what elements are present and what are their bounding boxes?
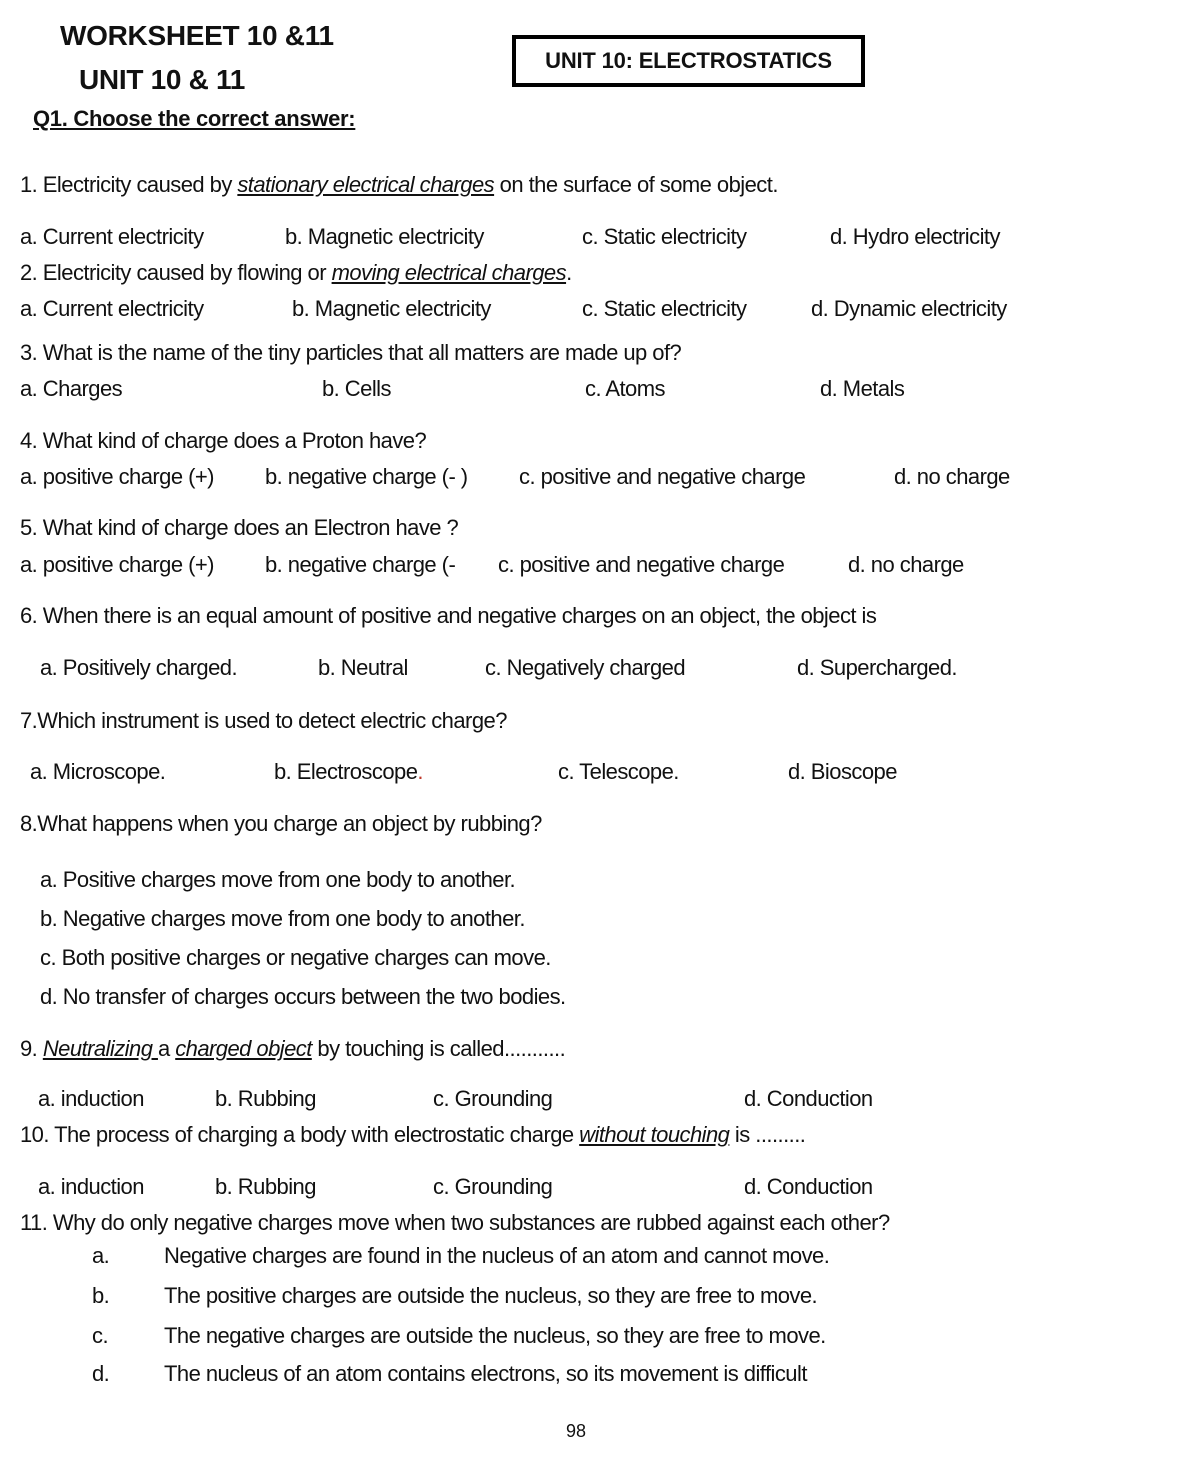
option-3c: c. Atoms [585,376,665,401]
emphasis: charged object [175,1036,312,1061]
option-1a: a. Current electricity [20,224,204,249]
option-11d: d. The nucleus of an atom contains electrons, so its movement is difficult [92,1361,807,1386]
option-10c: c. Grounding [433,1174,553,1199]
option-10d: d. Conduction [744,1174,873,1199]
option-4a: a. positive charge (+) [20,464,214,489]
emphasis: Neutralizing [42,1036,158,1061]
option-5c: c. positive and negative charge [498,552,785,577]
emphasis: moving electrical charges [331,260,567,285]
option-11a: a. Negative charges are found in the nucleus of an atom and cannot move. [92,1243,830,1268]
option-6d: d. Supercharged. [797,655,957,680]
question-3: 3. What is the name of the tiny particles that all matters are made up of? [20,340,682,365]
unit-title-box [512,35,865,87]
option-3d: d. Metals [820,376,905,401]
question-2: 2. Electricity caused by flowing or moving electrical charges. [20,260,572,285]
option-2b: b. Magnetic electricity [292,296,491,321]
emphasis: without touching [579,1122,730,1147]
option-4c: c. positive and negative charge [519,464,806,489]
question-5: 5. What kind of charge does an Electron have ? [20,515,459,540]
question-1: 1. Electricity caused by stationary electrical charges on the surface of some object. [20,172,778,197]
option-8b: b. Negative charges move from one body to another. [40,906,525,931]
option-1c: c. Static electricity [582,224,747,249]
question-11: 11. Why do only negative charges move when two substances are rubbed against each other? [20,1210,890,1235]
unit-subtitle: UNIT 10 & 11 [79,64,246,95]
section-heading: Q1. Choose the correct answer: [33,106,356,131]
option-8c: c. Both positive charges or negative charges can move. [40,945,551,970]
option-2d: d. Dynamic electricity [811,296,1007,321]
option-6b: b. Neutral [318,655,408,680]
question-6: 6. When there is an equal amount of positive and negative charges on an object, the object is [20,603,877,628]
option-3b: b. Cells [322,376,391,401]
option-4d: d. no charge [894,464,1010,489]
option-8a: a. Positive charges move from one body to another. [40,867,516,892]
option-1d: d. Hydro electricity [830,224,1000,249]
option-7a: a. Microscope. [30,759,166,784]
unit-title: UNIT 10: ELECTROSTATICS [545,48,832,73]
option-1b: b. Magnetic electricity [285,224,484,249]
option-10b: b. Rubbing [215,1174,316,1199]
option-9b: b. Rubbing [215,1086,316,1111]
option-6a: a. Positively charged. [40,655,238,680]
page-number: 98 [566,1421,587,1441]
option-9c: c. Grounding [433,1086,553,1111]
option-6c: c. Negatively charged [485,655,686,680]
option-11c: c. The negative charges are outside the nucleus, so they are free to move. [92,1323,826,1348]
question-8: 8.What happens when you charge an object by rubbing? [20,811,542,836]
option-10a: a. induction [38,1174,144,1199]
option-7d: d. Bioscope [788,759,897,784]
option-7c: c. Telescope. [558,759,679,784]
question-4: 4. What kind of charge does a Proton have? [20,428,427,453]
emphasis: stationary electrical charges [237,172,495,197]
question-9: 9. Neutralizing a charged object by touching is called........... [20,1036,566,1061]
option-9a: a. induction [38,1086,144,1111]
question-10: 10. The process of charging a body with electrostatic charge without touching is ......... [20,1122,806,1147]
option-5d: d. no charge [848,552,964,577]
option-9d: d. Conduction [744,1086,873,1111]
option-4b: b. negative charge (- ) [265,464,468,489]
option-3a: a. Charges [20,376,123,401]
question-7: 7.Which instrument is used to detect electric charge? [20,708,507,733]
option-5b: b. negative charge (- [265,552,456,577]
option-5a: a. positive charge (+) [20,552,214,577]
option-11b: b. The positive charges are outside the nucleus, so they are free to move. [92,1283,818,1308]
worksheet-title: WORKSHEET 10 &11 [60,20,334,51]
option-2c: c. Static electricity [582,296,747,321]
option-2a: a. Current electricity [20,296,204,321]
option-8d: d. No transfer of charges occurs between the two bodies. [40,984,566,1009]
option-7b: b. Electroscope. [274,759,423,784]
